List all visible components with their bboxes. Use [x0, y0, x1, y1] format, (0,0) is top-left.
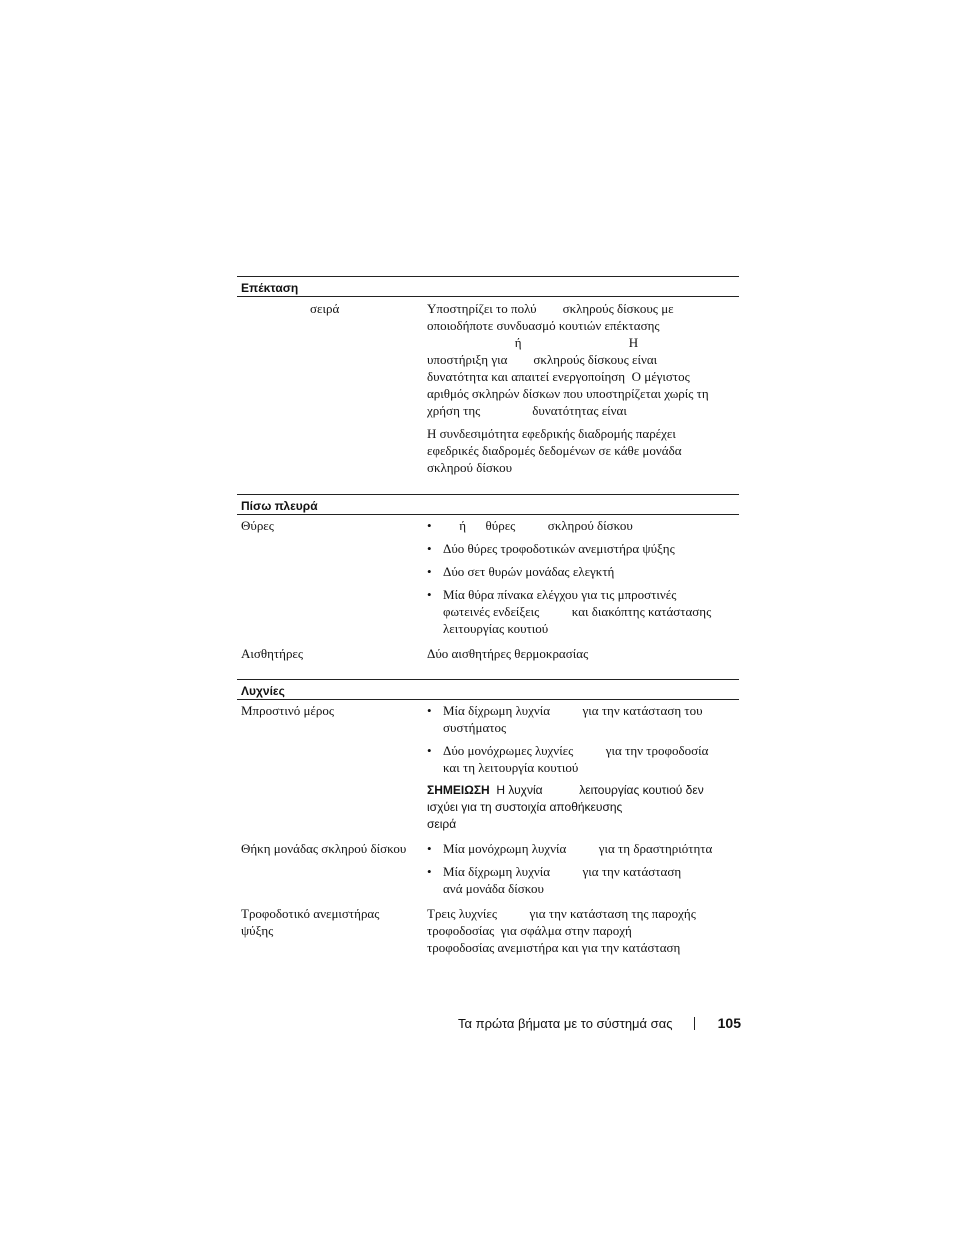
- row-value: Δύο αισθητήρες θερμοκρασίας: [427, 646, 589, 661]
- row-label: Θύρες: [241, 518, 274, 533]
- bullet-item: [427, 586, 739, 637]
- row-value: [427, 300, 739, 494]
- text-line: σκληρού δίσκου: [427, 460, 513, 475]
- bullet-text: [443, 586, 711, 637]
- bullet-text: [443, 863, 681, 897]
- bullet-text: [443, 702, 703, 736]
- row-value: [427, 840, 739, 897]
- bullet-icon: •: [427, 841, 432, 856]
- note-text: ισχύει για τη συστοιχία αποθήκευσης: [427, 800, 623, 814]
- text-line: τροφοδοσίας για σφάλμα στην παροχή: [427, 923, 632, 938]
- text-line: οποιοδήποτε συνδυασμό κουτιών επέκτασης: [427, 318, 660, 333]
- bullet-icon: •: [427, 743, 432, 758]
- paragraph: [427, 300, 739, 419]
- text-line: συστήματος: [443, 720, 507, 735]
- note-block: [427, 782, 739, 833]
- paragraph: [427, 425, 739, 476]
- row-label: Αισθητήρες: [241, 646, 304, 661]
- text-line: Υποστηρίζει το πολύ σκληρούς δίσκους με: [427, 301, 674, 316]
- row-label: Θήκη μονάδας σκληρού δίσκου: [241, 841, 407, 856]
- text-line: Τρεις λυχνίες για την κατάσταση της παροχής: [427, 906, 696, 921]
- text-line: Η συνδεσιμότητα εφεδρικής διαδρομής παρέχει: [427, 426, 676, 441]
- row-value: [427, 702, 739, 833]
- row-value: [427, 517, 739, 637]
- text-line: ή Η: [427, 335, 639, 350]
- bullet-icon: •: [427, 518, 432, 533]
- footer-title: Τα πρώτα βήματα με το σύστημά σας: [458, 1015, 673, 1031]
- text-line: και τη λειτουργία κουτιού: [443, 760, 579, 775]
- row-value: [427, 905, 739, 956]
- bullet-item: [427, 702, 739, 736]
- bullet-text: Μία μονόχρωμη λυχνία για τη δραστηριότητα: [443, 841, 713, 856]
- bullet-text: Δύο θύρες τροφοδοτικών ανεμιστήρα ψύξης: [443, 541, 675, 556]
- text-line: φωτεινές ενδείξεις και διακόπτης κατάστασης: [443, 604, 712, 619]
- bullet-text: ή θύρες σκληρού δίσκου: [443, 518, 633, 533]
- note-text: Η λυχνία λειτουργίας κουτιού δεν: [489, 783, 704, 797]
- bullet-icon: •: [427, 864, 432, 879]
- bullet-icon: •: [427, 587, 432, 602]
- text-line: λειτουργίας κουτιού: [443, 621, 549, 636]
- page-number: 105: [717, 1015, 741, 1031]
- text-line: Τροφοδοτικό ανεμιστήρας: [241, 906, 380, 921]
- note-label: ΣΗΜΕΙΩΣΗ: [427, 783, 490, 797]
- text-line: Μία θύρα πίνακα ελέγχου για τις μπροστινές: [443, 587, 677, 602]
- text-line: χρήση της δυνατότητας είναι: [427, 403, 627, 418]
- section-rear: [237, 494, 739, 662]
- text-line: υποστήριξη για σκληρούς δίσκους είναι: [427, 352, 658, 367]
- row-label: Μπροστινό μέρος: [241, 703, 335, 718]
- spec-row: [237, 905, 739, 956]
- footer-divider: [694, 1017, 695, 1030]
- section-heading: Επέκταση: [237, 277, 739, 297]
- spec-row: [237, 700, 739, 833]
- bullet-item: [427, 563, 739, 580]
- row-label: σειρά: [310, 301, 340, 316]
- section-leds: [237, 679, 739, 956]
- bullet-text: Δύο σετ θυρών μονάδας ελεγκτή: [443, 564, 615, 579]
- bullet-icon: •: [427, 564, 432, 579]
- text-line: αριθμός σκληρών δίσκων που υποστηρίζεται χωρίς τη: [427, 386, 709, 401]
- spec-row: [237, 297, 739, 494]
- text-line: Μία δίχρωμη λυχνία για την κατάσταση: [443, 864, 682, 879]
- bullet-icon: •: [427, 541, 432, 556]
- row-label: [237, 905, 427, 956]
- section-heading: Πίσω πλευρά: [237, 495, 739, 515]
- bullet-item: [427, 517, 739, 534]
- bullet-item: [427, 540, 739, 557]
- text-line: δυνατότητα και απαιτεί ενεργοποίηση Ο μέγιστος: [427, 369, 690, 384]
- section-heading: Λυχνίες: [237, 680, 739, 700]
- spec-row: [237, 840, 739, 897]
- note-text: σειρά: [427, 817, 457, 831]
- spec-table: [237, 276, 739, 956]
- spec-row: [237, 645, 739, 662]
- bullet-item: [427, 863, 739, 897]
- text-line: ανά μονάδα δίσκου: [443, 881, 544, 896]
- bullet-item: [427, 840, 739, 857]
- text-line: εφεδρικές διαδρομές δεδομένων σε κάθε μονάδα: [427, 443, 682, 458]
- bullet-item: [427, 742, 739, 776]
- section-expansion: [237, 276, 739, 494]
- bullet-icon: •: [427, 703, 432, 718]
- text-line: Μία δίχρωμη λυχνία για την κατάσταση του: [443, 703, 703, 718]
- text-line: ψύξης: [241, 923, 274, 938]
- bullet-text: [443, 742, 708, 776]
- text-line: Δύο μονόχρωμες λυχνίες για την τροφοδοσία: [443, 743, 709, 758]
- text-line: τροφοδοσίας ανεμιστήρα και για την κατάσταση: [427, 940, 681, 955]
- page-footer: [458, 1015, 741, 1031]
- spec-row: [237, 515, 739, 637]
